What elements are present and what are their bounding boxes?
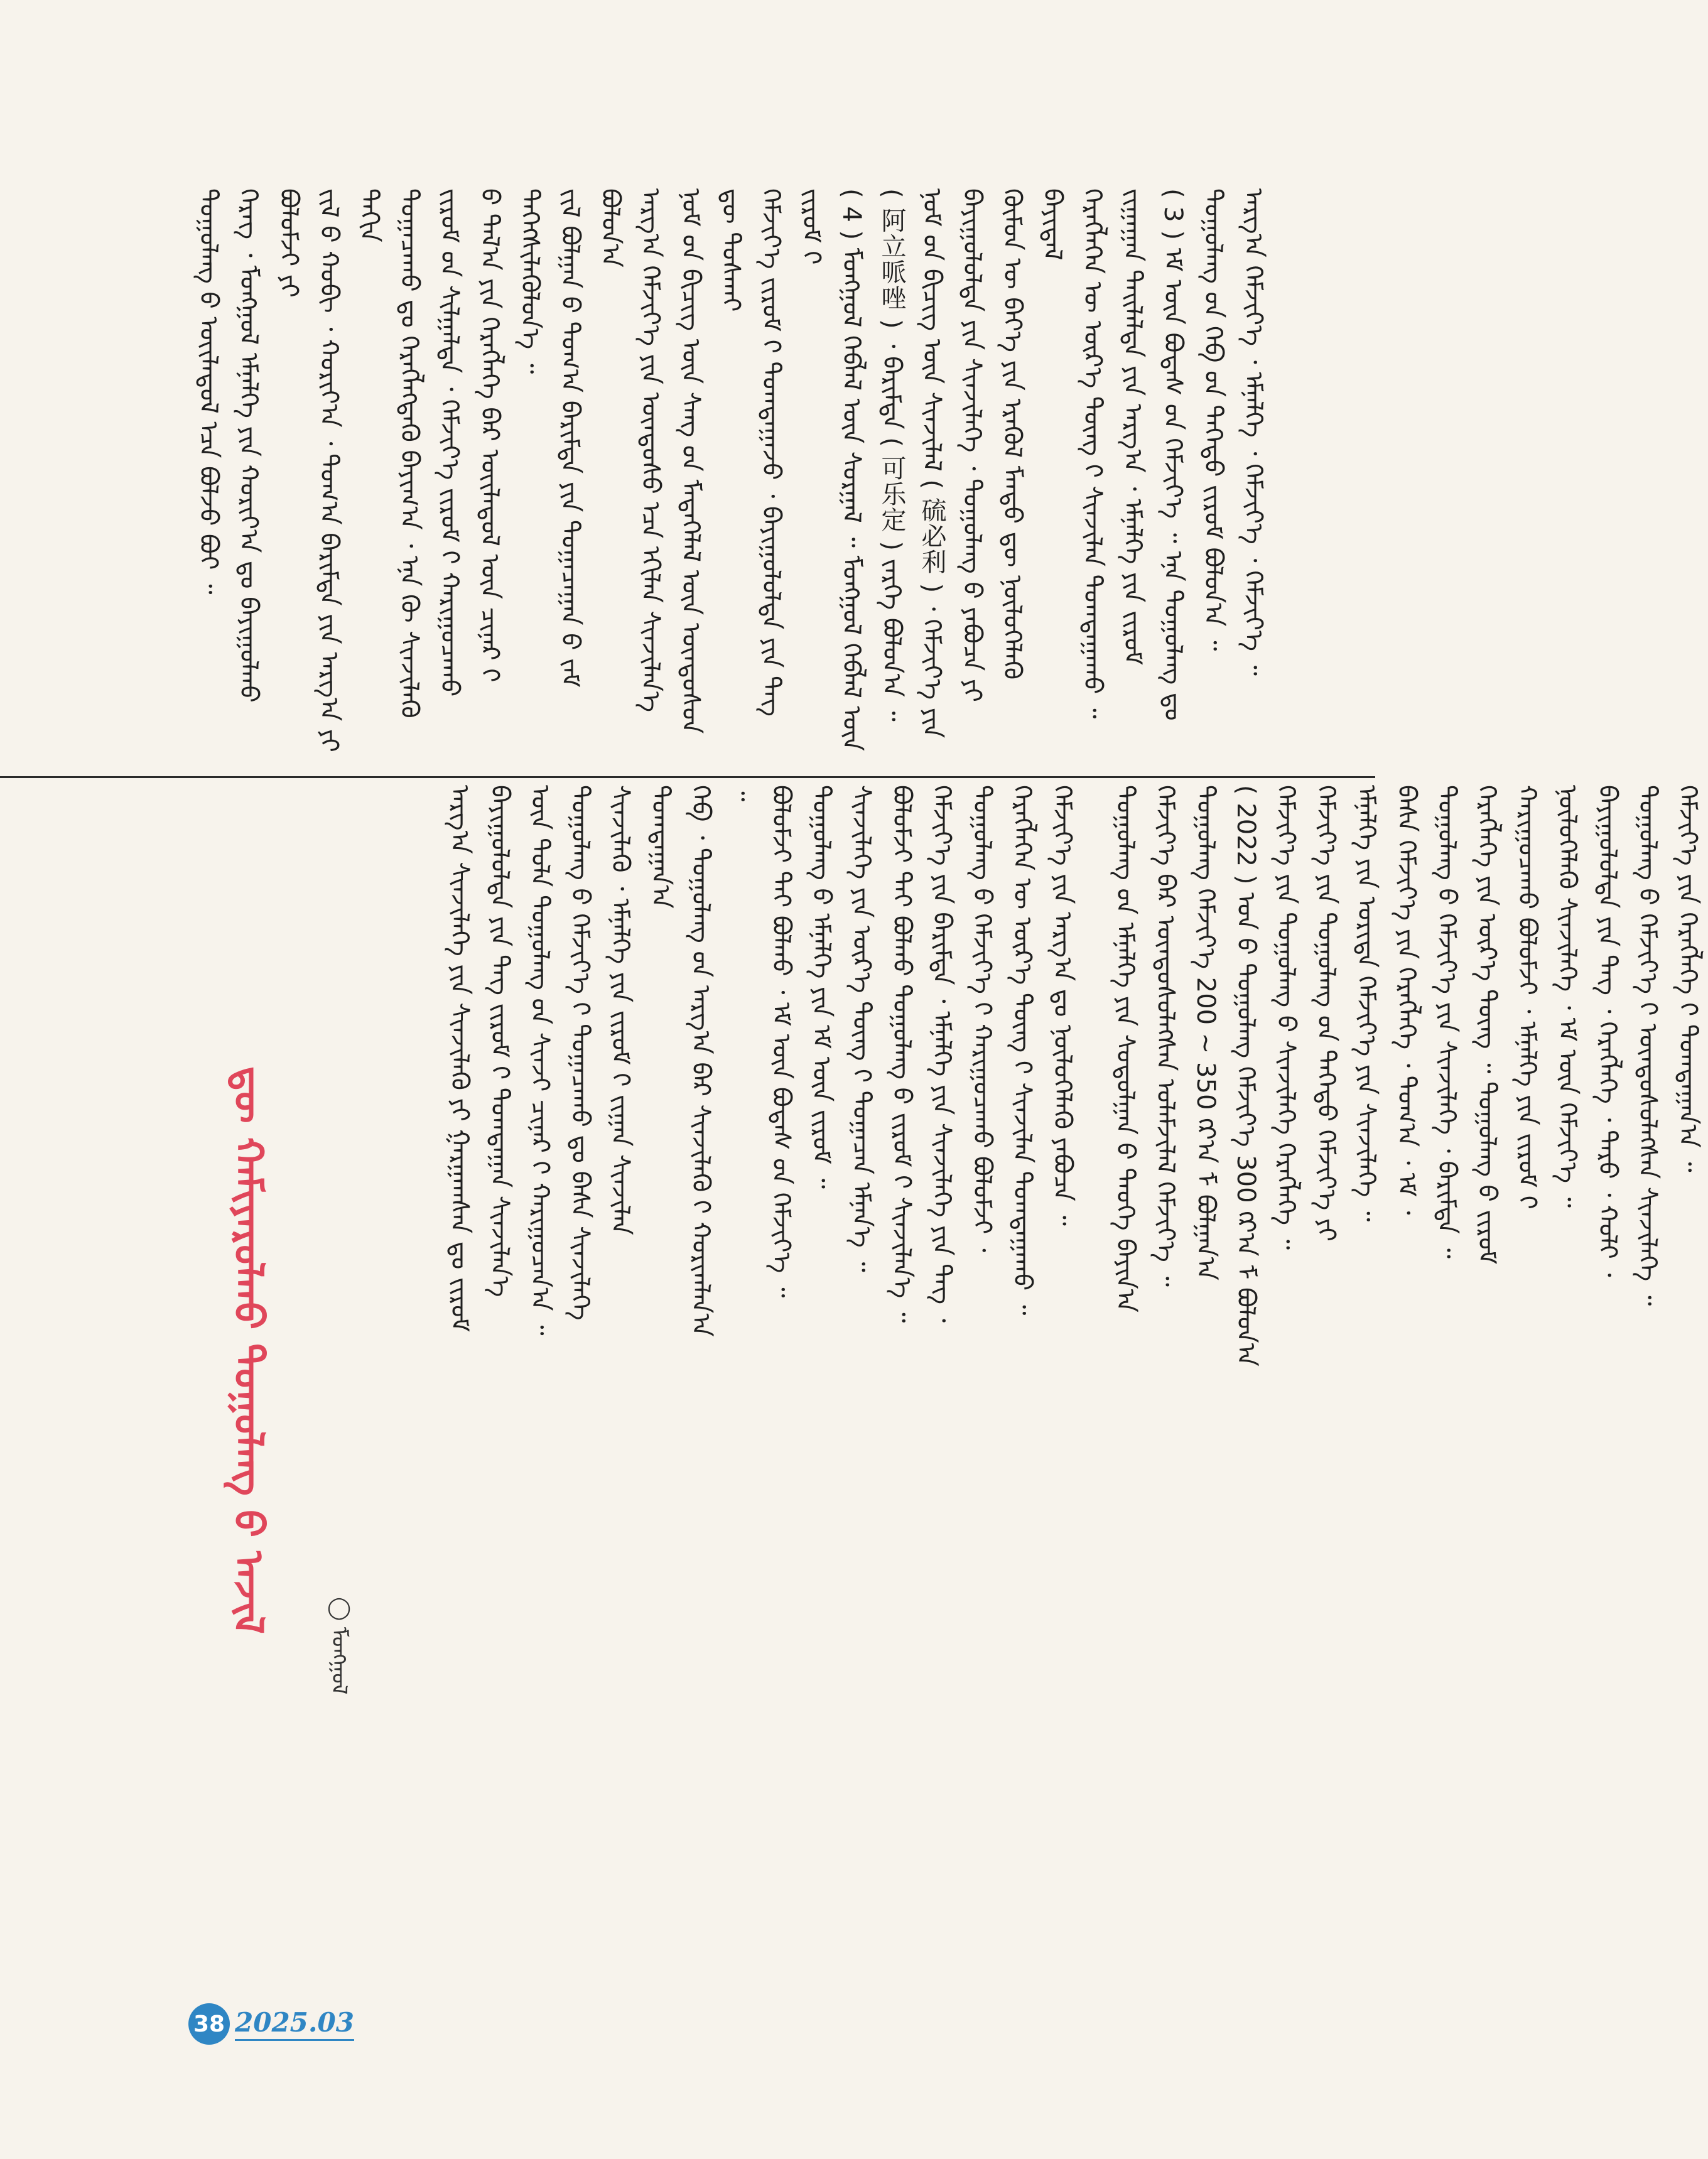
- text-column: ᠠᠷᠭ᠎ᠠ ᠬᠡᠮᠵᠢᠶ᠎ᠡ ᠂ ᠡᠮᠨᠡᠯᠭᠡ ᠂ ᠬᠡᠮᠵᠢᠶ᠎ᠡ ᠂ ᠬᠡᠮᠵᠢᠶ᠎ᠡ ᠃: [1239, 188, 1268, 676]
- text-column: ᠬᠡᠷᠡᠭᠯᠡᠭᠡᠨ ᠦ ᠦᠷ᠎ᠡ ᠳᠦᠩ ᠢ᠋ ᠰᠢᠨᠵᠢᠯᠡᠨ ᠲᠣᠭᠲᠠᠭᠠᠬᠤ ᠃: [1078, 188, 1107, 719]
- text-column: ᠬᠡᠪ ᠂ ᠳᠤᠭᠤᠯᠠᠩ ᠤ᠋ᠨ ᠠᠷᠭ᠎ᠠ ᠪᠡᠷ ᠰᠢᠨᠵᠢᠯᠡᠬᠦ ᠢ᠋ ᠬᠣᠷᠢᠭᠯᠠᠨ᠎ᠠ ᠃: [686, 785, 755, 1345]
- text-column: ᠪᠣᠯᠤᠮᠵᠢ ᠲᠠᠢ ᠪᠣᠯᠬᠤ ᠳᠤᠭᠤᠯᠠᠩ ᠤ᠋ ᠵᠢᠷᠤᠮ ᠢ᠋ ᠰᠢᠨᠵᠢᠯᠡᠨ᠎ᠡ ᠃: [887, 785, 916, 1323]
- page-footer: [188, 2003, 354, 2045]
- bottom-left-text-block: [440, 785, 1077, 1350]
- text-column: ᠳᠤᠭᠤᠯᠠᠩ ᠬᠡᠮᠵᠢᠶ᠎ᠡ 200 ~ 350 ᠭᠷ᠎ᠠ ᠮ ᠪᠣᠯᠭᠠᠨ᠎ᠠ: [1191, 785, 1220, 1280]
- text-column: ᠪᠠᠶᠢᠭᠤᠯᠤᠯᠲᠠ ᠶᠢᠨ ᠳᠡᠭ ᠵᠢᠷᠤᠮ ᠢ᠋ ᠲᠣᠭᠲᠠᠭᠠᠨ ᠰᠢᠨᠵᠢᠯᠡᠨ᠎ᠡ: [485, 785, 514, 1297]
- text-column: ᠬᠡᠮᠵᠢᠶ᠎ᠡ ᠶᠢᠨ ᠬᠡᠷᠡᠭᠯᠡᠭᠡ ᠢ᠋ ᠲᠣᠭᠲᠠᠭᠠᠨ᠎ᠠ ᠃: [1673, 785, 1702, 1172]
- bottom-right-text-block: [1105, 785, 1702, 1978]
- text-column: ᠬᠦᠮᠦᠨ ᠦ ᠪᠡᠶ᠎ᠡ ᠶᠢᠨ ᠡᠷᠡᠭᠦᠯ ᠮᠡᠨᠳᠦ ᠳᠦ ᠨᠥᠯᠦᠭᠡᠯᠡᠬᠦ ᠪᠠᠶᠢᠳᠠᠯ: [998, 188, 1067, 688]
- text-column: ᠰᠢᠨᠵᠢᠯᠡᠭᠡ ᠶᠢᠨ ᠦᠷ᠎ᠡ ᠳᠦᠩ ᠢ᠋ ᠲᠣᠭᠠᠴᠠᠨ ᠡᠮᠨᠡᠨ᠎ᠡ ᠃: [847, 785, 876, 1272]
- article-title: ᠳᠦ ᠬᠠᠮᠢᠶᠠᠷᠤᠯᠬᠤ ᠳᠤᠭᠤᠯᠠᠩ ᠤ᠋ ᠠᠵᠢᠯ: [225, 1066, 271, 1634]
- page-number-badge: 38: [188, 2003, 230, 2045]
- text-column: ᠳᠤᠭᠤᠯᠠᠩ ᠤ᠋ ᠦᠢᠯᠡᠳᠦᠯ ᠡᠴᠡ ᠪᠣᠯᠵᠤ ᠪᠤᠢ ᠃: [194, 188, 223, 595]
- text-column: ᠵᠢᠭᠠᠭᠠᠨ ᠳᠠᠢᠯᠠᠯᠲᠠ ᠶᠢᠨ ᠠᠷᠭ᠎ᠠ ᠂ ᠡᠮᠨᠡᠯᠭᠡ ᠶᠢᠨ ᠵᠢᠷᠤᠮ: [1118, 188, 1147, 666]
- text-column: ᠬᠡᠷᠡᠭᠯᠡᠭᠡᠨ ᠦ ᠦᠷ᠎ᠡ ᠳᠦᠩ ᠢ᠋ ᠰᠢᠨᠵᠢᠯᠡᠨ ᠲᠣᠭᠲᠠᠭᠠᠬᠤ ᠃: [1008, 785, 1037, 1316]
- text-column: ᠳᠤᠭᠤᠯᠠᠩ ᠤ᠋ᠨ ᠡᠮᠨᠡᠯᠭᠡ ᠶᠢᠨ ᠰᠤᠳᠤᠯᠭᠠᠨ ᠤ᠋ ᠲᠡᠦᠬᠡ ᠪᠠᠶᠢᠨ᠎ᠠ: [1111, 785, 1140, 1312]
- text-column: ᠬᠠᠷᠢᠭᠤᠴᠠᠬᠤ ᠪᠣᠯᠤᠮᠵᠢ ᠂ ᠡᠮᠨᠡᠯᠭᠡ ᠶᠢᠨ ᠵᠢᠷᠤᠮ ᠢ᠋: [1513, 785, 1542, 1209]
- text-column: ᠪᠠᠶᠢᠭᠤᠯᠤᠯᠲᠠ ᠶᠢᠨ ᠳᠡᠭ ᠂ ᠬᠡᠷᠡᠭᠯᠡᠭᠡ ᠂ ᠲᠠᠷᠤ ᠂ ᠬᠣᠯᠢ ᠂: [1593, 785, 1622, 1277]
- text-column: ᠠᠷᠭ᠎ᠠ ᠰᠢᠨᠵᠢᠯᠡᠭᠡ ᠶᠢᠨ ᠰᠢᠨᠵᠢᠯᠡᠬᠦ ᠶᠢ ᠭᠠᠷᠭᠠᠭᠰᠠᠨ ᠳᠤ ᠵᠢᠷᠤᠮ: [445, 785, 474, 1332]
- text-column: ᠰᠢᠨᠵᠢᠯᠡᠬᠦ ᠂ ᠡᠮᠨᠡᠯᠭᠡ ᠶᠢᠨ ᠵᠢᠷᠤᠮ ᠢ᠋ ᠵᠢᠭᠠᠨ ᠰᠢᠨᠵᠢᠯᠡᠨ ᠲᠣᠭᠲᠠᠭᠠᠨ᠎ᠠ: [606, 785, 675, 1243]
- issue-label: 2025.03: [235, 2007, 354, 2041]
- text-column: ᠡᠮᠨᠡᠯᠭᠡ ᠶᠢᠨ ᠤᠷᠢᠳᠠ ᠬᠡᠮᠵᠢᠶ᠎ᠡ ᠶᠢᠨ ᠰᠢᠨᠵᠢᠯᠡᠭᠡ ᠃: [1352, 785, 1381, 1222]
- text-column: ᠳᠤᠭᠤᠯᠠᠩ ᠤ᠋ ᠬᠡᠮᠵᠢᠶ᠎ᠡ ᠶᠢᠨ ᠰᠢᠨᠵᠢᠯᠡᠭᠡ ᠂ ᠪᠠᠷᠢᠮᠲᠠ ᠃: [1432, 785, 1461, 1259]
- text-column: ( 3 ) ᠡᠮ ᠦᠨ ᠪᠣᠳᠠᠰ ᠤ᠋ᠨ ᠬᠡᠮᠵᠢᠶ᠎ᠡ ᠃ ᠡᠨᠡ ᠳᠤᠭᠤᠯᠠᠩ ᠳᠤ: [1159, 188, 1187, 721]
- text-column: ᠳᠤᠭᠤᠯᠠᠩ ᠤ᠋ ᠬᠡᠮᠵᠢᠶ᠎ᠡ ᠢ᠋ ᠲᠣᠭᠠᠴᠠᠬᠤ ᠳᠤ ᠪᠠᠰᠠ ᠰᠢᠨᠵᠢᠯᠡᠭᠡ: [566, 785, 595, 1321]
- text-column: ᠬᠡᠮᠵᠢᠶ᠎ᠡ ᠵᠢᠷᠤᠮ ᠢ᠋ ᠲᠣᠭᠲᠠᠭᠠᠵᠤ ᠂ ᠪᠠᠶᠢᠭᠤᠯᠤᠯᠲᠠ ᠶᠢᠨ ᠳᠡᠭ ᠵᠢᠷᠤᠮ ᠢ᠋: [757, 188, 826, 725]
- text-column: ᠬᠡᠮᠵᠢᠶ᠎ᠡ ᠶᠢᠨ ᠪᠠᠷᠢᠮᠲᠠ ᠂ ᠡᠮᠨᠡᠯᠭᠡ ᠶᠢᠨ ᠰᠢᠨᠵᠢᠯᠡᠭᠡ ᠶᠢᠨ ᠳᠡᠭ ᠂: [927, 785, 956, 1323]
- text-column: ᠬᠡᠷᠡᠭᠯᠡᠭᠡ ᠶᠢᠨ ᠦᠷ᠎ᠡ ᠳᠦᠩ ᠃ ᠳᠤᠭᠤᠯᠠᠩ ᠤ᠋ ᠵᠢᠷᠤᠮ: [1473, 785, 1501, 1265]
- text-column: ᠠᠷᠭ᠎ᠠ ᠬᠡᠮᠵᠢᠶ᠎ᠡ ᠶᠢᠨ ᠦᠨᠳᠦᠰᠦ ᠡᠴᠡ ᠡᠬᠢᠯᠡᠨ ᠰᠢᠨᠵᠢᠯᠡᠨ᠎ᠡ: [636, 188, 665, 713]
- text-column: ᠳᠤᠭᠤᠯᠠᠩ ᠤ᠋ᠨ ᠬᠡᠪ ᠤ᠋ᠨ ᠲᠡᠭᠡᠳᠦ ᠵᠢᠷᠤᠮ ᠪᠣᠯᠤᠨ᠎ᠠ ᠃: [1199, 188, 1228, 651]
- author-byline: ◯ ᠮᠣᠩᠭᠣᠯ: [327, 1595, 352, 1695]
- text-column: ᠪᠠᠶᠢᠭᠤᠯᠤᠯᠲᠠ ᠶᠢᠨ ᠰᠢᠨᠵᠢᠯᠡᠭᠡ ᠂ ᠳᠤᠭᠤᠯᠠᠩ ᠤ᠋ ᠶᠠᠪᠤᠴᠠ ᠶᠢ: [958, 188, 986, 702]
- text-column: ( 2022 ) ᠣᠨ ᠤ᠋ ᠳᠤᠭᠤᠯᠠᠩ ᠬᠡᠮᠵᠢᠶ᠎ᠡ 300 ᠭᠷ᠎ᠠ ᠮ ᠪᠣᠯᠤᠨ᠎ᠠ: [1231, 785, 1260, 1366]
- text-column: ᠦᠨ ᠲᠤᠯᠠ ᠳᠤᠭᠤᠯᠠᠩ ᠤ᠋ᠨ ᠰᠢᠨᠵᠢ ᠴᠢᠨᠠᠷ ᠢ᠋ ᠬᠠᠷᠢᠭᠤᠴᠠᠨ᠎ᠠ ᠃: [526, 785, 554, 1336]
- text-column: ᠪ ᠲᠠᠯ᠎ᠠ ᠶᠢᠨ ᠬᠡᠷᠡᠭᠯᠡᠭᠡ ᠪᠡᠷ ᠦᠢᠯᠡᠳᠦᠯ ᠦᠨ ᠴᠢᠨᠠᠷ ᠢ᠋ ᠳᠡᠭᠡᠭᠰᠢᠯᠡᠭᠦᠯᠦᠨ᠎ᠡ ᠃: [475, 188, 544, 691]
- text-column: ᠳᠤᠭᠤᠯᠠᠩ ᠤ᠋ ᠬᠡᠮᠵᠢᠶ᠎ᠡ ᠢ᠋ ᠦᠨᠳᠦᠰᠦᠯᠡᠭᠰᠡᠨ ᠰᠢᠨᠵᠢᠯᠡᠭᠡ ᠃: [1633, 785, 1662, 1306]
- text-column: ᠪᠣᠯᠤᠮᠵᠢ ᠲᠠᠢ ᠪᠣᠯᠬᠤ ᠂ ᠡᠮ ᠦᠨ ᠪᠣᠳᠠᠰ ᠤ᠋ᠨ ᠬᠡᠮᠵᠢᠶ᠎ᠡ ᠃: [767, 785, 796, 1298]
- text-column: ( 4 ) ᠮᠣᠩᠭᠣᠯ ᠬᠡᠪᠯᠡᠯ ᠦᠨ ᠰᠤᠷᠭᠠᠯ ᠃ ᠮᠣᠩᠭᠣᠯ ᠬᠡᠪᠯᠡᠯ ᠦᠨ: [837, 188, 866, 751]
- section-divider: [0, 776, 1375, 778]
- text-column: ᠵᠢᠯ ᠤ᠋ ᠬᠤᠪᠢ ᠂ ᠬᠣᠷᠢᠶ᠎ᠠ ᠂ ᠲᠣᠭ᠎ᠠ ᠪᠠᠷᠢᠮᠲᠠ ᠶᠢᠨ ᠠᠷᠭ᠎ᠠ ᠶᠢ ᠳᠠᠬᠢᠨ: [315, 188, 384, 760]
- text-column: ᠬᠡᠮᠵᠢᠶ᠎ᠡ ᠶᠢᠨ ᠳᠤᠭᠤᠯᠠᠩ ᠤ᠋ ᠰᠢᠨᠵᠢᠯᠡᠭᠡ ᠬᠡᠷᠡᠭᠯᠡᠭᠡ ᠃: [1272, 785, 1300, 1250]
- text-column: ᠬᠡᠷᠡᠭ ᠂ ᠮᠣᠩᠭᠣᠯ ᠡᠮᠨᠡᠯᠭᠡ ᠶᠢᠨ ᠬᠣᠷᠢᠶ᠎ᠠ ᠳᠤ ᠪᠠᠶᠢᠭᠤᠯᠬᠤ ᠪᠣᠯᠤᠮᠵᠢ ᠶᠢ: [234, 188, 303, 711]
- text-column: ᠬᠡᠮᠵᠢᠶ᠎ᠡ ᠪᠡᠷ ᠦᠨᠳᠦᠰᠦᠯᠡᠭᠰᠡᠨ ᠤᠯᠠᠮᠵᠢᠯᠠᠯ ᠬᠡᠮᠵᠢᠶ᠎ᠡ ᠃: [1151, 785, 1180, 1287]
- text-column: ᠨᠣᠮ ᠤ᠋ᠨ ᠪᠢᠴᠢᠭ ᠦᠨ ᠰᠢᠨᠵᠢᠯᠡᠯ ( 硫必利 ) ᠂ ᠬᠡᠮᠵᠢᠶ᠎ᠡ ᠶᠢᠨ: [917, 188, 946, 739]
- text-column: ᠵᠢᠯ ᠪᠣᠯᠭᠠᠨ ᠤ᠋ ᠲᠣᠭ᠎ᠠ ᠪᠠᠷᠢᠮᠲᠠ ᠶᠢᠨ ᠲᠣᠭᠠᠴᠠᠭᠠᠨ ᠤ᠋ ᠵᠠᠮ ᠪᠣᠯᠤᠨ᠎ᠠ: [556, 188, 625, 696]
- top-left-text-block: [188, 188, 1268, 760]
- text-column: ᠬᠡᠮᠵᠢᠶ᠎ᠡ ᠶᠢᠨ ᠠᠷᠭ᠎ᠠ ᠳᠤ ᠨᠥᠯᠦᠭᠡᠯᠡᠬᠦ ᠶᠠᠪᠤᠴᠠ ᠃: [1048, 785, 1077, 1226]
- text-column: ᠪᠠᠰᠠ ᠬᠡᠮᠵᠢᠶ᠎ᠡ ᠶᠢᠨ ᠬᠡᠷᠡᠭᠯᠡᠭᠡ ᠂ ᠲᠣᠭ᠎ᠠ ᠂ ᠡᠮ ᠂: [1392, 785, 1421, 1215]
- text-column: ᠵᠢᠷᠤᠮ ᠤ᠋ᠨ ᠰᠢᠯᠭᠠᠯᠲᠠ ᠂ ᠬᠡᠮᠵᠢᠶ᠎ᠡ ᠵᠢᠷᠤᠮ ᠢ᠋ ᠬᠠᠷᠢᠭᠤᠴᠠᠬᠤ: [435, 188, 464, 697]
- text-column: ( 阿立哌唑 ) ᠂ ᠪᠠᠷᠢᠮᠲᠠ ( 可乐定 ) ᠵᠡᠷᠭᠡ ᠪᠣᠯᠤᠨ᠎ᠠ ᠃: [877, 188, 906, 722]
- text-column: ᠳᠤᠭᠤᠯᠠᠩ ᠤ᠋ ᠬᠡᠮᠵᠢᠶ᠎ᠡ ᠢ᠋ ᠬᠠᠷᠢᠭᠤᠴᠠᠬᠤ ᠪᠣᠯᠤᠮᠵᠢ ᠂: [968, 785, 997, 1253]
- text-column: ᠬᠡᠮᠵᠢᠶ᠎ᠡ ᠶᠢᠨ ᠳᠤᠭᠤᠯᠠᠩ ᠤ᠋ᠨ ᠲᠡᠭᠡᠳᠦ ᠬᠡᠮᠵᠢᠶ᠎ᠡ ᠶᠢ: [1312, 785, 1341, 1242]
- text-column: ᠨᠣᠮ ᠤ᠋ᠨ ᠪᠢᠴᠢᠭ ᠦᠨ ᠰᠠᠩ ᠤ᠋ᠨ ᠮᠡᠳᠡᠭᠡᠯᠡᠯ ᠦᠨ ᠦᠨᠳᠦᠰᠦᠨ ᠳᠦ ᠲᠤᠰᠬᠠᠢ: [676, 188, 745, 742]
- text-column: ᠳᠤᠭᠤᠯᠠᠩ ᠤ᠋ ᠡᠮᠨᠡᠯᠭᠡ ᠶᠢᠨ ᠡᠮ ᠦᠨ ᠵᠢᠷᠤᠮ ᠃: [807, 785, 836, 1189]
- text-column: ᠲᠣᠭᠠᠴᠠᠬᠤ ᠳᠤ ᠬᠡᠷᠡᠭᠯᠡᠭᠳᠡᠬᠦ ᠪᠠᠶᠢᠭ᠎ᠠ ᠂ ᠡᠨᠡ ᠬᠦ ᠰᠢᠨᠵᠢᠯᠡᠬᠦ: [395, 188, 424, 718]
- text-column: ᠨᠥᠯᠦᠭᠡᠯᠡᠬᠦ ᠰᠢᠨᠵᠢᠯᠡᠭᠡ ᠂ ᠡᠮ ᠦᠨ ᠬᠡᠮᠵᠢᠶ᠎ᠡ ᠃: [1553, 785, 1582, 1208]
